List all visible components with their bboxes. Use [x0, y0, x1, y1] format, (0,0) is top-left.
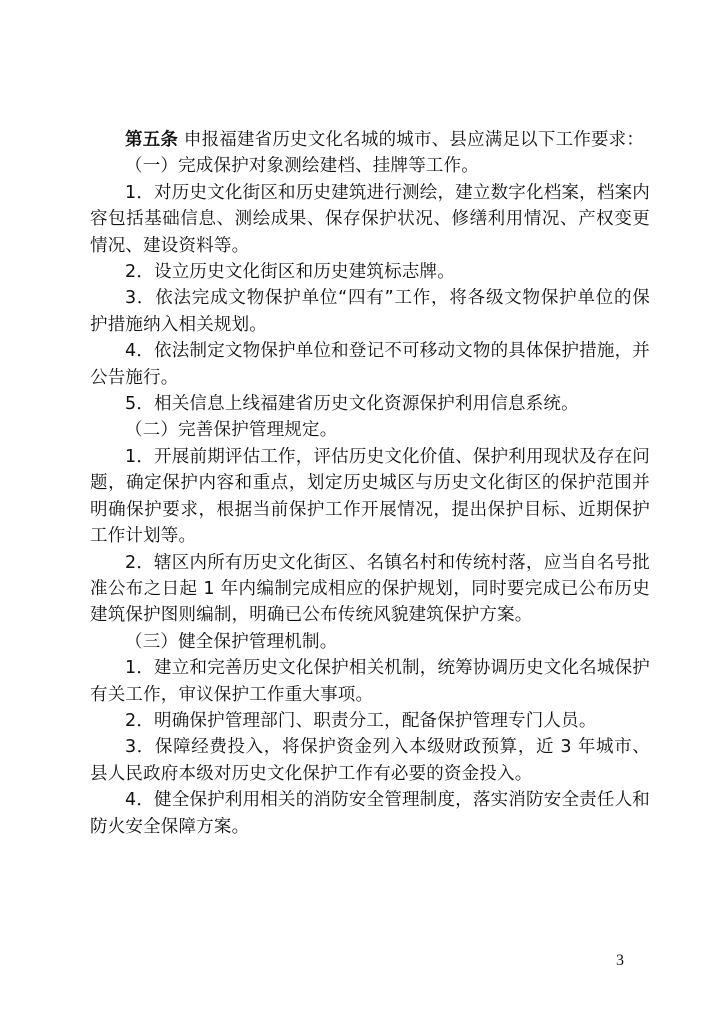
paragraph: （三）健全保护管理机制。 [125, 631, 338, 652]
paragraph: 1．开展前期评估工作，评估历史文化价值、保护利用现状及存在问题，确定保护内容和重点，划定历史城区与历史文化街区的保护范围并明确保护要求，根据当前保护工作开展情况，提出保护目标、近期保护工作计划等。 [90, 446, 650, 547]
paragraph: 4．健全保护利用相关的消防安全管理制度，落实消防安全责任人和防火安全保障方案。 [90, 790, 650, 837]
page-number: 3 [616, 952, 624, 969]
paragraph: 2．设立历史文化街区和历史建筑标志牌。 [125, 262, 455, 283]
paragraph: 3．保障经费投入，将保护资金列入本级财政预算，近 3 年城市、县人民政府本级对历史文化保护工作有必要的资金投入。 [90, 737, 650, 784]
article-paragraph [90, 127, 650, 153]
paragraph: （二）完善保护管理规定。 [125, 420, 338, 441]
paragraph: 5．相关信息上线福建省历史文化资源保护利用信息系统。 [125, 394, 579, 415]
paragraph: 2．辖区内所有历史文化街区、名镇名村和传统村落，应当自名号批准公布之日起 1 年内编制完成相应的保护规划，同时要完成已公布历史建筑保护图则编制，明确已公布传统风貌建筑保护方案。 [90, 552, 650, 626]
article-number: 第五条 [125, 130, 179, 150]
paragraph: （一）完成保护对象测绘建档、挂牌等工作。 [125, 156, 479, 177]
article-intro: 申报福建省历史文化名城的城市、县应满足以下工作要求： [178, 130, 645, 150]
paragraph: 4．依法制定文物保护单位和登记不可移动文物的具体保护措施，并公告施行。 [90, 341, 650, 388]
paragraph: 2．明确保护管理部门、职责分工，配备保护管理专门人员。 [125, 710, 597, 731]
paragraph: 1．对历史文化街区和历史建筑进行测绘，建立数字化档案，档案内容包括基础信息、测绘成果、保存保护状况、修缮利用情况、产权变更情况、建设资料等。 [90, 182, 650, 256]
paragraph: 1．建立和完善历史文化保护相关机制，统筹协调历史文化名城保护有关工作，审议保护工作重大事项。 [90, 658, 650, 705]
paragraph: 3．依法完成文物保护单位“四有”工作，将各级文物保护单位的保护措施纳入相关规划。 [90, 288, 650, 335]
document-body [90, 127, 650, 840]
